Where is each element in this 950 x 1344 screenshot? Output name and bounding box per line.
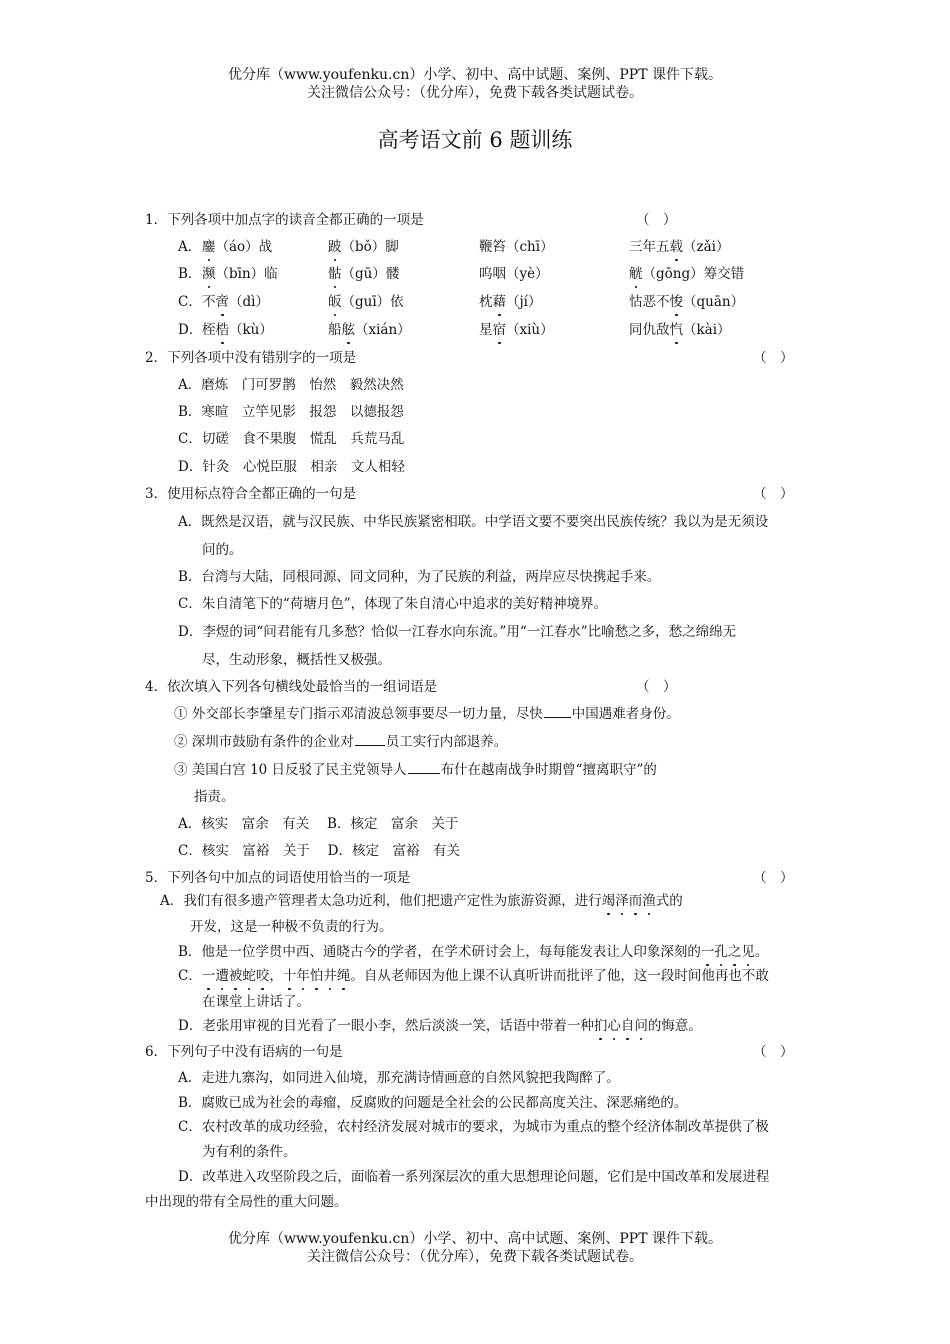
emphasis-char: 舷 bbox=[341, 322, 355, 338]
emphasis-char: 之 bbox=[727, 944, 742, 960]
q5-c-after: 。自从老师因为他上课不认真听讲而批评了他，这一段时间他再也不敢 bbox=[350, 968, 769, 984]
q2-option-d: D．针灸 心悦臣服 相亲 文人相轻 bbox=[178, 459, 405, 475]
q2-option-c: C．切磋 食不果腹 慌乱 兵荒马乱 bbox=[178, 431, 405, 447]
q1-pinyin-item bbox=[328, 237, 399, 257]
item-reading: （gōng）筹交错 bbox=[642, 266, 745, 282]
item-reading: （jí） bbox=[506, 294, 542, 310]
q4-stem: 4．依次填入下列各句横线处最恰当的一组词语是 bbox=[145, 679, 438, 695]
q5-b-after: 。 bbox=[754, 944, 769, 960]
item-reading: （dì） bbox=[229, 294, 269, 310]
emphasis-char: 载 bbox=[669, 239, 683, 255]
q2-stem: 2．下列各项中没有错别字的一项是 bbox=[145, 350, 357, 366]
emphasis-char: 自 bbox=[620, 1018, 635, 1034]
item-prefix: 怙恶不 bbox=[629, 294, 670, 310]
q1-pinyin-item bbox=[629, 237, 729, 257]
q5-d-after: 的悔意。 bbox=[647, 1018, 702, 1034]
q4-s2-before: ② 深圳市鼓励有条件的企业对 bbox=[174, 734, 354, 750]
q1-option-label: D． bbox=[178, 322, 203, 338]
emphasis-char: 问 bbox=[634, 1018, 648, 1034]
q1-pinyin-item bbox=[328, 292, 404, 312]
emphasis-char: 渔 bbox=[642, 893, 656, 909]
q5-c-label: C． bbox=[178, 968, 202, 984]
emphasis-char: 蛇 bbox=[242, 968, 256, 984]
item-prefix: 星 bbox=[479, 322, 493, 338]
emphasis-char: 泽 bbox=[615, 893, 629, 909]
q3-option-a-line1: A．既然是汉语，就与汉民族、中华民族紧密相联。中学语文要不要突出民族传统？我以为是无须设 bbox=[178, 514, 769, 530]
item-prefix: 桎 bbox=[202, 322, 216, 338]
q1-pinyin-item bbox=[629, 320, 731, 340]
emphasis-char: 咬 bbox=[255, 968, 270, 984]
emphasis-char: 悛 bbox=[669, 294, 683, 310]
q5-option-c-line1 bbox=[178, 966, 769, 986]
q2-option-a: A．磨炼 门可罗鹊 怡然 毅然决然 bbox=[178, 377, 404, 393]
item-reading: （chī） bbox=[506, 239, 554, 255]
item-prefix: 同仇敌 bbox=[629, 322, 670, 338]
q5-stem: 5．下列各句中加点的词语使用恰当的一项是 bbox=[145, 870, 411, 886]
q3-answer-paren: （ ） bbox=[753, 486, 794, 502]
q4-s1-after: 中国遇难者身份。 bbox=[571, 706, 680, 722]
q4-s2-blank bbox=[355, 732, 385, 746]
emphasis-char: 绳 bbox=[336, 968, 351, 984]
emphasis-char: 梏 bbox=[215, 322, 229, 338]
emphasis-char: 一 bbox=[201, 968, 216, 984]
emphasis-char: 觥 bbox=[629, 266, 643, 282]
header-line-1: 优分库（www.youfenku.cn）小学、初中、高中试题、案例、PPT 课件下载。 bbox=[227, 67, 722, 83]
q5-a-after: 式的 bbox=[655, 893, 683, 909]
q1-pinyin-item bbox=[479, 264, 549, 284]
item-reading: （kù） bbox=[229, 322, 273, 338]
q5-b-before: B．他是一位学贯中西、通晓古今的学者，在学术研讨会上，每每能发表让人印象深刻的 bbox=[178, 944, 701, 960]
item-prefix: 鞭笞 bbox=[479, 239, 506, 255]
q3-option-a-line2: 问的。 bbox=[202, 542, 243, 558]
emphasis-char: 十 bbox=[282, 968, 297, 984]
q1-option-label: C． bbox=[178, 294, 202, 310]
emphasis-char: 藉 bbox=[492, 294, 506, 310]
q1-pinyin-item bbox=[202, 292, 269, 312]
footer-line-2: 关注微信公众号：（优分库），免费下载各类试题试卷。 bbox=[307, 1249, 643, 1265]
item-reading: （kài） bbox=[683, 322, 731, 338]
q1-option-label: B． bbox=[178, 266, 202, 282]
q5-answer-paren: （ ） bbox=[753, 870, 794, 886]
q3-option-d-line2: 尽，生动形象，概括性又极强。 bbox=[202, 652, 391, 668]
q4-options-ab: A．核实 富余 有关 B．核定 富余 关于 bbox=[178, 816, 459, 832]
item-reading: （quān） bbox=[683, 294, 745, 310]
q4-answer-paren: （ ） bbox=[636, 679, 677, 695]
emphasis-char: 骷 bbox=[328, 266, 342, 282]
item-reading: （xián） bbox=[355, 322, 411, 338]
q4-s3-blank bbox=[408, 760, 440, 774]
emphasis-char: 心 bbox=[607, 1018, 621, 1034]
emphasis-char: 扪 bbox=[593, 1018, 608, 1034]
q1-pinyin-item bbox=[328, 264, 399, 284]
q3-stem: 3．使用标点符合全都正确的一句是 bbox=[145, 486, 357, 502]
q5-d-before: D．老张用审视的目光看了一眼小李，然后淡淡一笑，话语中带着一种 bbox=[178, 1018, 594, 1034]
q1-pinyin-item bbox=[479, 237, 554, 257]
item-prefix: 三年五 bbox=[629, 239, 670, 255]
header-line-2: 关注微信公众号：（优分库），免费下载各类试题试卷。 bbox=[307, 85, 643, 101]
q5-b-dotted bbox=[701, 944, 755, 960]
item-reading: （bīn）临 bbox=[215, 266, 278, 282]
item-prefix: 枕 bbox=[479, 294, 493, 310]
q5-c-dotted bbox=[202, 968, 351, 984]
q5-option-a-line2: 开发，这是一种极不负责的行为。 bbox=[190, 919, 393, 935]
footer-line-1: 优分库（www.youfenku.cn）小学、初中、高中试题、案例、PPT 课件下载。 bbox=[227, 1231, 722, 1247]
q6-option-b: B．腐败已成为社会的毒瘤，反腐败的问题是全社会的公民都高度关注、深恶痛绝的。 bbox=[178, 1095, 688, 1111]
q4-s3-after: 布什在越南战争时期曾“擅离职守”的 bbox=[440, 762, 657, 778]
item-reading: （yè） bbox=[506, 266, 549, 282]
q4-options-cd: C．核实 富裕 关于 D．核定 富裕 有关 bbox=[178, 843, 460, 859]
emphasis-char: 皈 bbox=[328, 294, 342, 310]
q6-option-c-line1: C．农村改革的成功经验，农村经济发展对城市的要求，为城市为重点的整个经济体制改革提供了极 bbox=[178, 1119, 769, 1135]
item-prefix: 不 bbox=[202, 294, 216, 310]
q5-a-before: A．我们有很多遗产管理者太急功近利，他们把遗产定性为旅游资源，进行 bbox=[160, 893, 602, 909]
q6-option-d-line1: D．改革进入攻坚阶段之后，面临着一系列深层次的重大思想理论问题，它们是中国改革和发展进程 bbox=[178, 1169, 770, 1185]
q6-answer-paren: （ ） bbox=[753, 1044, 794, 1060]
item-prefix: 船 bbox=[328, 322, 342, 338]
item-reading: （bǒ）脚 bbox=[341, 239, 399, 255]
item-prefix: 呜咽 bbox=[479, 266, 506, 282]
q1-pinyin-item bbox=[202, 320, 273, 340]
emphasis-char: 孔 bbox=[714, 944, 728, 960]
q6-option-a: A．走进九寨沟，如同进入仙境，那充满诗情画意的自然风貌把我陶醉了。 bbox=[178, 1070, 620, 1086]
item-reading: （gū）髅 bbox=[341, 266, 400, 282]
q2-answer-paren: （ ） bbox=[753, 350, 794, 366]
emphasis-char: 被 bbox=[228, 968, 243, 984]
q1-pinyin-item bbox=[629, 292, 744, 312]
emphasis-char: 濒 bbox=[202, 266, 216, 282]
emphasis-char: 而 bbox=[628, 893, 643, 909]
q1-pinyin-item bbox=[479, 292, 542, 312]
emphasis-char: 跛 bbox=[328, 239, 342, 255]
q1-stem: 1．下列各项中加点字的读音全都正确的一项是 bbox=[145, 212, 424, 228]
emphasis-char: 啻 bbox=[215, 294, 229, 310]
q5-option-d bbox=[178, 1016, 702, 1036]
q4-s3-before: ③ 美国白宫 10 日反驳了民主党领导人 bbox=[174, 762, 407, 778]
emphasis-char: 见 bbox=[741, 944, 755, 960]
q4-sentence-3 bbox=[174, 760, 657, 780]
q1-pinyin-item bbox=[202, 264, 278, 284]
q1-option-label: A． bbox=[178, 239, 202, 255]
emphasis-char: 遭 bbox=[215, 968, 229, 984]
q4-s2-after: 员工实行内部退养。 bbox=[385, 734, 508, 750]
q6-option-d-line2: 中出现的带有全局性的重大问题。 bbox=[145, 1194, 348, 1210]
q6-option-c-line2: 为有利的条件。 bbox=[202, 1144, 297, 1160]
q3-option-d-line1: D．李煜的词“问君能有几多愁？恰似一江春水向东流。”用“一江春水”比喻愁之多，愁之绵绵无 bbox=[178, 624, 737, 640]
q4-sentence-3-cont: 指责。 bbox=[194, 789, 235, 805]
emphasis-char: 竭 bbox=[601, 893, 616, 909]
emphasis-char: 鏖 bbox=[202, 239, 216, 255]
emphasis-char: 井 bbox=[323, 968, 337, 984]
q4-s1-blank bbox=[544, 704, 571, 718]
q1-pinyin-item bbox=[629, 264, 744, 284]
q1-pinyin-item bbox=[479, 320, 554, 340]
q3-option-c: C．朱自清笔下的“荷塘月色”，体现了朱自清心中追求的美好精神境界。 bbox=[178, 596, 608, 612]
emphasis-char: 怕 bbox=[309, 968, 324, 984]
punctuation-char: ， bbox=[269, 968, 283, 984]
item-reading: （zǎi） bbox=[683, 239, 730, 255]
page-title: 高考语文前 6 题训练 bbox=[377, 128, 573, 152]
q4-s1-before: ① 外交部长李肇星专门指示邓清波总领事要尽一切力量，尽快 bbox=[174, 706, 543, 722]
q5-option-b bbox=[178, 942, 768, 962]
q2-option-b: B．寒暄 立竿见影 报怨 以德报怨 bbox=[178, 404, 404, 420]
q6-stem: 6．下列句子中没有语病的一句是 bbox=[145, 1044, 343, 1060]
q4-sentence-1 bbox=[174, 704, 680, 724]
q5-option-a-line1 bbox=[160, 891, 683, 911]
q5-option-c-line2: 在课堂上讲话了。 bbox=[202, 994, 310, 1010]
emphasis-char: 忾 bbox=[669, 322, 683, 338]
q1-pinyin-item bbox=[328, 320, 411, 340]
q4-sentence-2 bbox=[174, 732, 507, 752]
item-reading: （xiù） bbox=[506, 322, 554, 338]
q5-d-dotted bbox=[594, 1018, 648, 1034]
emphasis-char: 年 bbox=[296, 968, 310, 984]
q1-pinyin-item bbox=[202, 237, 272, 257]
q1-answer-paren: （ ） bbox=[636, 212, 677, 228]
emphasis-char: 一 bbox=[700, 944, 715, 960]
emphasis-char: 宿 bbox=[492, 322, 506, 338]
q5-a-dotted bbox=[602, 893, 656, 909]
q3-option-b: B．台湾与大陆，同根同源、同文同种，为了民族的利益，两岸应尽快携起手来。 bbox=[178, 569, 661, 585]
item-reading: （áo）战 bbox=[215, 239, 273, 255]
item-reading: （guī）依 bbox=[341, 294, 404, 310]
